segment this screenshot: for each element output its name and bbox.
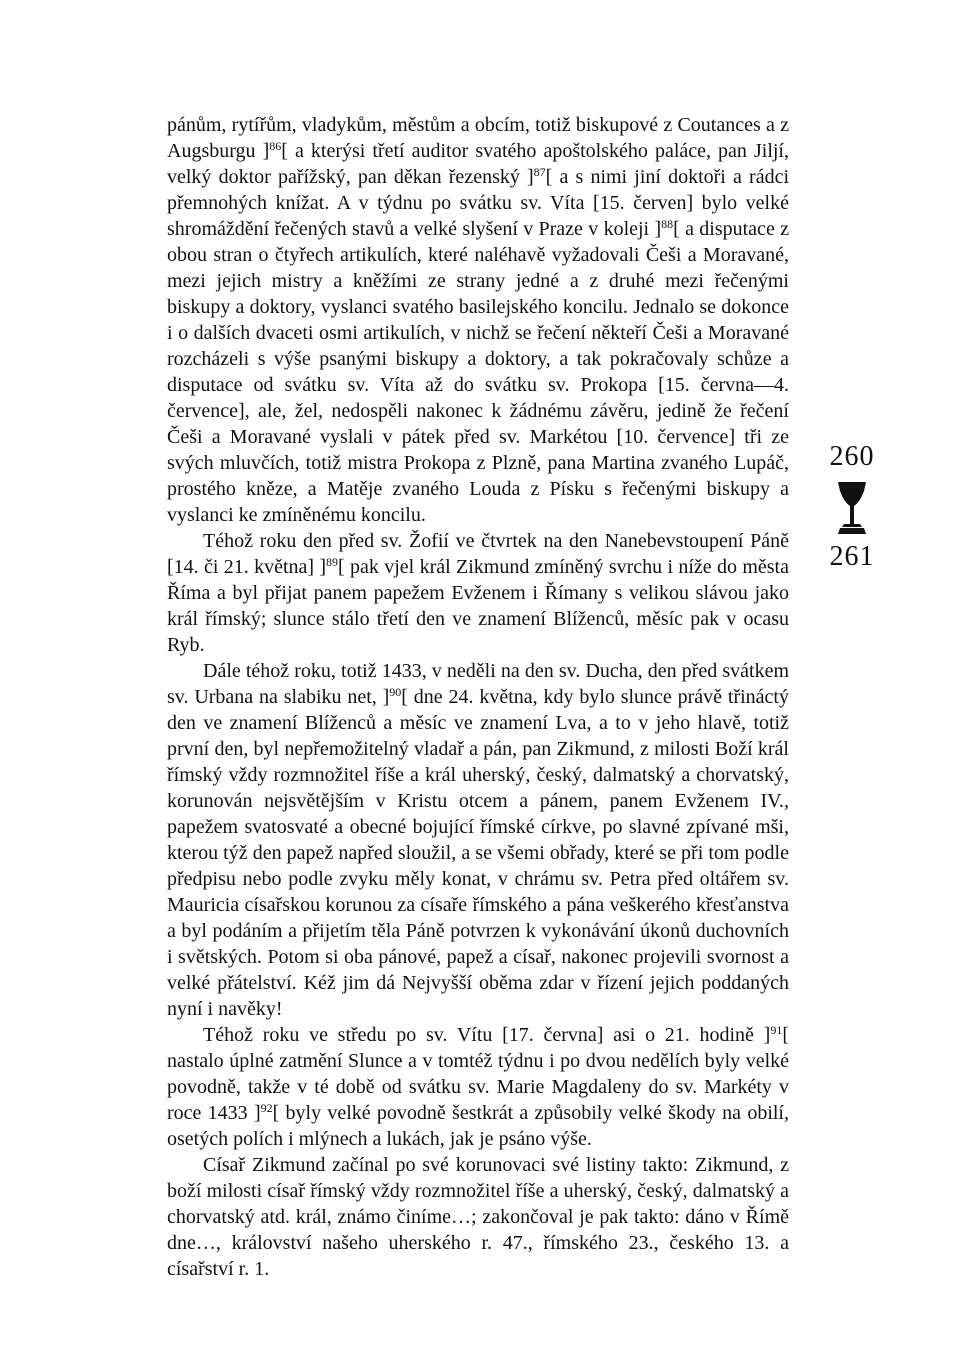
- paragraph: [167, 658, 789, 1022]
- paragraph-text: byly velké povodně šestkrát a způsobily velké škody na obilí, osetých polích i mlýnech a lukách, jak je psáno výše.: [167, 1102, 789, 1150]
- main-text: [167, 112, 789, 1282]
- page-break-number: 91: [770, 1023, 783, 1037]
- paragraph-text: a s nimi jiní doktoři a rádci přemnohých knížat. A v týdnu po svátku sv. Víta [15. červen] bylo velké shromáždění řečených stavů a velké slyšení v Praze v koleji: [167, 166, 789, 240]
- page-break-number: 86: [269, 139, 282, 153]
- paragraph-text: dne 24. května, kdy bylo slunce právě třináctý den ve znamení Blíženců a měsíc ve znamení Lva, a to v jeho hlavě, totiž první den, byl nepřemožitelný vladař a pán, pan Zikmund, z milosti Boží král římský vždy rozmnožitel říše a král uherský, český, dalmatský a chorvatský, korunován nejsvětějším v Kristu otcem a pánem, panem Evženem IV., papežem svatosvaté a obecné bojující římské církve, po slavné zpívané mši, kterou týž den papež napřed sloužil, a se všemi obřady, které se při tom podle předpisu nebo podle zvyku měly konat, v chrámu sv. Petra před oltářem sv. Mauricia císařskou korunou za císaře římského a pána veškerého křesťanstva a byl podáním a přijetím těla Páně potvrzen k vykonávání úkonů duchovních i světských. Potom si oba pánové, papež a císař, nakonec projevili svornost a velké přátelství. Kéž jim dá Nejvyšší oběma zdar v řízení jejich poddaných nyní i navěky!: [167, 686, 789, 1020]
- page-break-number: 87: [533, 165, 546, 179]
- page-break-marker: ]$^{90}$[: [382, 685, 408, 708]
- page-break-marker: ]$^{89}$[: [319, 555, 345, 578]
- page-break-number: 89: [326, 555, 339, 569]
- paragraph-text: Téhož roku ve středu po sv. Vítu [17. června] asi o 21. hodině: [203, 1024, 764, 1046]
- paragraph-text: nastalo úplné zatmění Slunce a v tomtéž týdnu i po dvou nedělích byly velké povodně, takže v té době od svátku sv. Marie Magdaleny do sv. Markéty v roce 1433: [167, 1050, 789, 1124]
- paragraph-text: pak vjel král Zikmund zmíněný svrchu i níže do města Říma a byl přijat panem papežem Evženem i Římany s velikou slávou jako král římský; slunce stálo třetí den ve znamení Blíženců, měsíc pak v ocasu Ryb.: [167, 556, 789, 656]
- paragraph-text: a disputace z obou stran o čtyřech artikulích, které naléhavě vyžadovali Češi a Moravané, mezi jejich mistry a kněžími ze strany jedné a z druhé mezi řečenými biskupy a doktory, vyslanci svatého basilejského koncilu. Jednalo se dokonce i o dalších dvaceti osmi artikulích, v nichž se řečení někteří Češi a Moravané rozcházeli s výše psanými biskupy a doktory, a tak pokračovaly schůze a disputace od svátku sv. Víta až do svátku sv. Prokopa [15. června—4. července], ale, žel, nedospěli nakonec k žádnému závěru, jedině že řečení Češi a Moravané vyslali v pátek před sv. Markétou [10. července] tři ze svých mluvčích, totiž mistra Prokopa z Plzně, pana Martina zvaného Lupáč, prostého kněze, a Matěje zvaného Louda z Písku s řečenými biskupy a vyslanci ke zmíněnému koncilu.: [167, 218, 790, 526]
- page-break-marker: ]$^{91}$[: [763, 1023, 789, 1046]
- page-break-number: 88: [661, 217, 674, 231]
- page-break-marker: ]$^{92}$[: [253, 1101, 280, 1124]
- paragraph: [167, 1022, 789, 1152]
- paragraph: [167, 1152, 789, 1282]
- paragraph-text: Císař Zikmund začínal po své korunovaci své listiny takto: Zikmund, z boží milosti císař římský vždy rozmnožitel říše a uherský, český, dalmatský a chorvatský atd. král, známo činíme…; zakončoval je pak takto: dáno v Římě dne…, království našeho uherského r. 47., římského 23., českého 13. a císařství r. 1.: [167, 1154, 789, 1280]
- page-number-bottom: 261: [829, 541, 875, 572]
- page-break-marker: ]$^{86}$[: [262, 139, 288, 162]
- page-number-top: 260: [829, 441, 875, 472]
- paragraph: [167, 112, 789, 528]
- chalice-icon: [835, 480, 869, 536]
- page-break-number: 90: [389, 685, 402, 699]
- page-break-marker: ]$^{88}$[: [654, 217, 680, 240]
- page-break-marker: ]$^{87}$[: [527, 165, 553, 188]
- paragraph-text: a kterýsi třetí auditor svatého apoštolského paláce, pan Jiljí, velký doktor pařížský, pan děkan řezenský: [167, 140, 789, 188]
- page-break-number: 92: [260, 1101, 273, 1115]
- paragraph-text: Dále téhož roku, totiž 1433, v neděli na den sv. Ducha, den před svátkem sv. Urbana na slabiku net,: [167, 660, 789, 708]
- paragraph: [167, 528, 789, 658]
- paragraph-text: Téhož roku den před sv. Žofií ve čtvrtek na den Nanebevstoupení Páně [14. či 21. května]: [167, 530, 789, 578]
- paragraph-text: pánům, rytířům, vladykům, městům a obcím, totiž biskupové z Coutances a z Augsburgu: [167, 114, 789, 162]
- margin-page-numbers: [812, 442, 892, 572]
